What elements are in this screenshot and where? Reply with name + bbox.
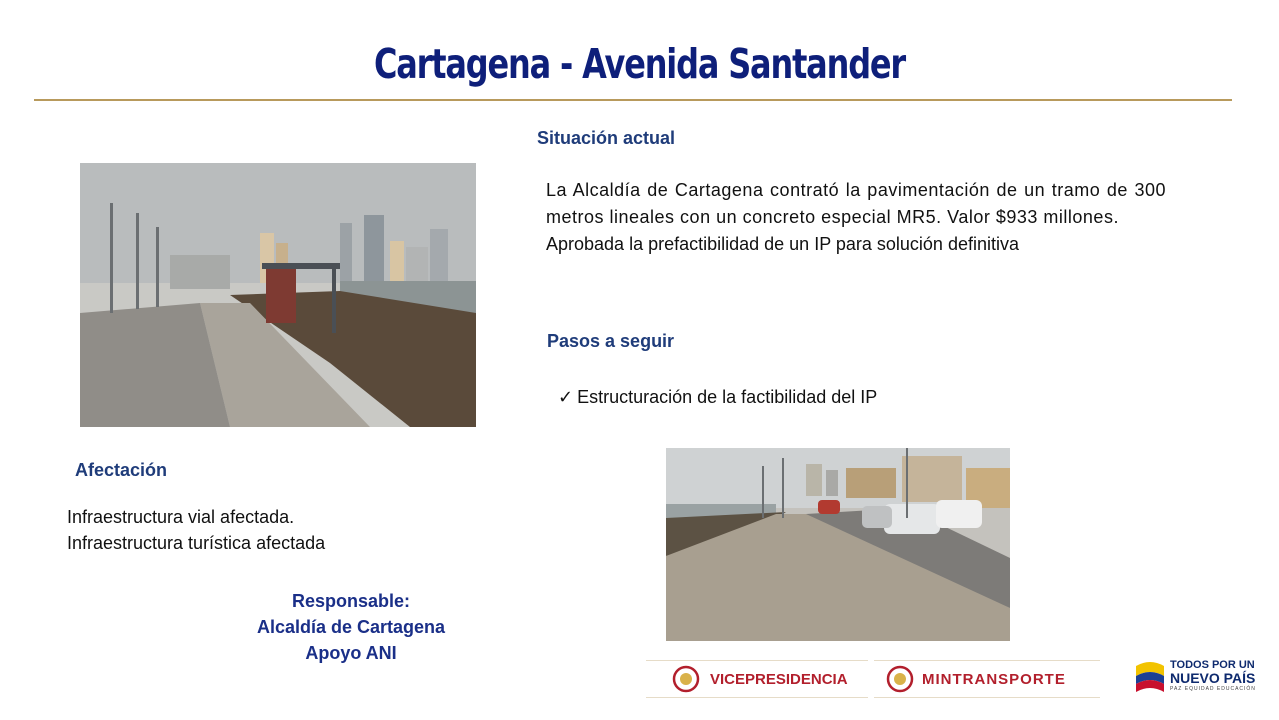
pasos-heading: Pasos a seguir — [547, 331, 675, 351]
mintransporte-logo-text: MINTRANSPORTE — [922, 670, 1066, 688]
page-title: Cartagena - Avenida Santander — [373, 40, 906, 88]
responsable-label: Responsable: — [291, 591, 411, 611]
responsable-support: Apoyo ANI — [305, 643, 397, 663]
checkmark-icon: ✓ — [558, 387, 574, 407]
pasos-list-item — [558, 387, 877, 408]
todos-por-un-nuevo-pais-logo — [1132, 656, 1262, 700]
afectacion-list — [67, 504, 325, 556]
situacion-paragraph-2: Aprobada la prefactibilidad de un IP para solución definitiva — [546, 234, 1019, 254]
colombia-shield-icon — [672, 665, 700, 693]
afectacion-heading: Afectación — [75, 460, 168, 480]
gov-logo-line3: PAZ EQUIDAD EDUCACIÓN — [1170, 686, 1256, 692]
title-divider — [34, 99, 1232, 101]
afectacion-line: Infraestructura vial afectada. — [67, 507, 295, 527]
situacion-heading: Situación actual — [537, 128, 676, 148]
colombia-shield-icon — [886, 665, 914, 693]
gov-flag-icon — [1132, 658, 1168, 698]
photo-avenue-traffic — [666, 448, 1010, 641]
gov-logo-text — [1170, 660, 1256, 693]
afectacion-line: Infraestructura turística afectada — [67, 533, 326, 553]
gov-logo-line2: NUEVO PAÍS — [1170, 670, 1256, 686]
responsable-block — [206, 588, 496, 666]
mintransporte-logo — [874, 660, 1100, 698]
vicepresidencia-logo-text: VICEPRESIDENCIA — [710, 670, 848, 688]
gov-logo-line1: TODOS POR UN — [1170, 659, 1255, 671]
photo-seafront-walkway — [80, 163, 476, 427]
vicepresidencia-logo — [646, 660, 868, 698]
pasos-item-label: Estructuración de la factibilidad del IP — [577, 387, 878, 407]
situacion-description — [546, 177, 1166, 258]
situacion-paragraph-1: La Alcaldía de Cartagena contrató la pavimentación de un tramo de 300 metros lineales con un concreto especial MR5. Valor $933 millones. — [546, 180, 1166, 227]
responsable-entity: Alcaldía de Cartagena — [256, 617, 446, 637]
